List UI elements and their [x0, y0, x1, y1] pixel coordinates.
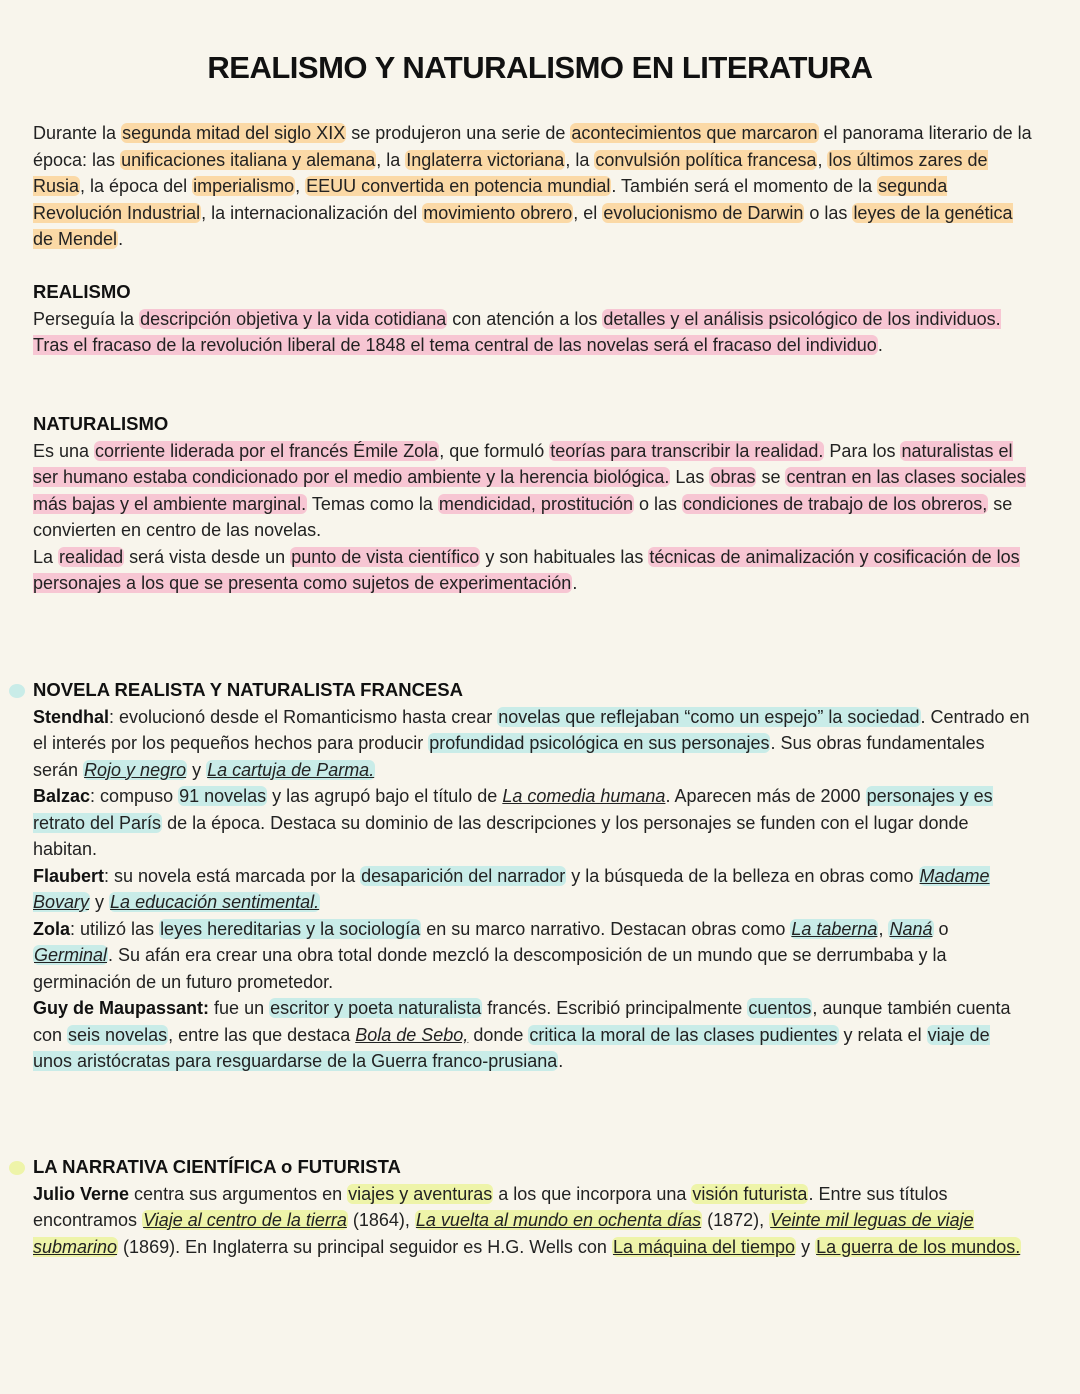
- work-title: Viaje al centro de la tierra: [143, 1210, 347, 1230]
- work-title: La taberna: [791, 918, 878, 939]
- highlight: condiciones de trabajo de los obreros,: [683, 493, 988, 514]
- work-title: La vuelta al mundo en ochenta días: [415, 1210, 702, 1230]
- highlight: segunda Revolución Industrial: [33, 176, 948, 223]
- naturalismo-section: NATURALISMO Es una corriente liderada por el francés Émile Zola, que formuló teorías para transcribir la realidad. Para los naturalistas el ser humano estaba condicionado por el medio ambiente y la herencia biológica. Las obras se centran en las clases sociales más bajas y el ambiente marginal. Temas como la mendicidad, prostitución o las condiciones de trabajo de los obreros, se convierten en centro de las novelas. La realidad será vista desde un punto de vista científico y son habituales las técnicas de animalización y cosificación de los personajes a los que se presenta como sujetos de experimentación.: [33, 411, 1033, 597]
- highlight: desaparición del narrador: [361, 865, 566, 886]
- work-title: Veinte mil leguas de viaje submarino: [33, 1210, 974, 1257]
- highlight: técnicas de animalización y cosificación de los personajes a los que se presenta como sujetos de experimentación: [33, 546, 1020, 593]
- highlight: acontecimientos que marcaron: [571, 123, 818, 143]
- page-title: REALISMO Y NATURALISMO EN LITERATURA: [207, 50, 873, 85]
- highlight: los últimos zares de Rusia: [33, 149, 988, 196]
- highlight: cuentos: [748, 998, 812, 1018]
- work-title: La máquina del tiempo: [612, 1236, 796, 1257]
- highlight: viajes y aventuras: [348, 1183, 493, 1204]
- highlight: teorías para transcribir la realidad.: [550, 440, 824, 461]
- work-title: Madame Bovary: [33, 865, 990, 912]
- work-title: Rojo y negro: [84, 759, 187, 780]
- work-title: Bola de Sebo,: [355, 1024, 469, 1045]
- work-title: Naná: [889, 918, 933, 939]
- highlight: detalles y el análisis psicológico de los individuos. Tras el fracaso de la revolución liberal de 1848 el tema central de las novelas será el fracaso del individuo: [33, 308, 1001, 355]
- section-heading-francesa: NOVELA REALISTA Y NATURALISTA FRANCESA: [33, 679, 463, 700]
- highlight: punto de vista científico: [291, 546, 480, 567]
- author-maupassant: Guy de Maupassant: fue un escritor y poeta naturalista francés. Escribió principalmente cuentos, aunque también cuenta con seis novelas, entre las que destaca Bola de Sebo, donde critica la moral de las clases pudientes y relata el viaje de unos aristócratas para resguardarse de la Guerra franco-prusiana.: [33, 998, 1011, 1071]
- author-balzac: Balzac: compuso 91 novelas y las agrupó bajo el título de La comedia humana. Aparecen más de 2000 personajes y es retrato del París de la época. Destaca su dominio de las descripciones y los personajes se funden con el lugar donde habitan.: [33, 786, 993, 859]
- bullet-dot-icon: [9, 684, 25, 698]
- highlight: corriente liderada por el francés Émile Zola: [95, 440, 439, 461]
- author-flaubert: Flaubert: su novela está marcada por la desaparición del narrador y la búsqueda de la belleza en obras como Madame Bovary y La educación sentimental.: [33, 865, 990, 912]
- highlight: convulsión política francesa: [595, 149, 817, 170]
- author-verne: Julio Verne centra sus argumentos en viajes y aventuras a los que incorpora una visión futurista. Entre sus títulos encontramos Viaje al centro de la tierra (1864), La vuelta al mundo en ochenta días (1872), Veinte mil leguas de viaje submarino (1869). En Inglaterra su principal seguidor es H.G. Wells con La máquina del tiempo y La guerra de los mundos.: [33, 1183, 1021, 1257]
- highlight: realidad: [59, 546, 124, 567]
- highlight: imperialismo: [193, 176, 295, 196]
- francesa-section: [33, 677, 1033, 1075]
- highlight: novelas que reflejaban “como un espejo” la sociedad: [498, 706, 920, 727]
- highlight: obras: [710, 467, 756, 487]
- highlight: mendicidad, prostitución: [438, 493, 633, 514]
- highlight: descripción objetiva y la vida cotidiana: [140, 308, 447, 329]
- author-zola: Zola: utilizó las leyes hereditarias y la sociología en su marco narrativo. Destacan obras como La taberna, Naná o Germinal. Su afán era crear una obra total donde mezcló la descomposición de un mundo que se derrumbaba y la germinación de un futuro prometedor.: [33, 918, 949, 992]
- highlight: escritor y poeta naturalista: [270, 998, 482, 1018]
- work-title: La guerra de los mundos.: [816, 1236, 1021, 1257]
- highlight: visión futurista: [692, 1183, 808, 1204]
- section-heading-futurista: LA NARRATIVA CIENTÍFICA o FUTURISTA: [33, 1156, 401, 1177]
- highlight: seis novelas: [68, 1024, 168, 1045]
- intro-paragraph: Durante la segunda mitad del siglo XIX se produjeron una serie de acontecimientos que marcaron el panorama literario de la época: las unificaciones italiana y alemana, la Inglaterra victoriana, la convulsión política francesa, los últimos zares de Rusia, la época del imperialismo, EEUU convertida en potencia mundial. También será el momento de la segunda Revolución Industrial, la internacionalización del movimiento obrero, el evolucionismo de Darwin o las leyes de la genética de Mendel.: [33, 123, 1032, 249]
- section-heading-naturalismo: NATURALISMO: [33, 413, 169, 434]
- highlight: movimiento obrero: [423, 202, 573, 223]
- highlight: evolucionismo de Darwin: [603, 202, 804, 223]
- author-stendhal: Stendhal: evolucionó desde el Romanticismo hasta crear novelas que reflejaban “como un espejo” la sociedad. Centrado en el interés por los pequeños hechos para producir profundidad psicológica en sus personajes. Sus obras fundamentales serán Rojo y negro y La cartuja de Parma.: [33, 706, 1030, 780]
- highlight: critica la moral de las clases pudientes: [529, 1024, 838, 1045]
- highlight: viaje de unos aristócratas para resguardarse de la Guerra franco-prusiana: [33, 1024, 990, 1071]
- highlight: leyes de la genética de Mendel: [33, 202, 1013, 249]
- futurista-section: [33, 1154, 1033, 1260]
- work-title: La comedia humana: [502, 786, 666, 806]
- work-title: La educación sentimental.: [110, 892, 320, 912]
- realismo-section: REALISMO Perseguía la descripción objetiva y la vida cotidiana con atención a los detalles y el análisis psicológico de los individuos. Tras el fracaso de la revolución liberal de 1848 el tema central de las novelas será el fracaso del individuo.: [33, 279, 1033, 359]
- highlight: naturalistas el ser humano estaba condicionado por el medio ambiente y la herencia biológica.: [33, 440, 1013, 487]
- highlight: centran en las clases sociales más bajas y el ambiente marginal.: [33, 467, 1026, 514]
- highlight: 91 novelas: [179, 786, 267, 806]
- highlight: Inglaterra victoriana: [406, 149, 565, 170]
- highlight: personajes y es retrato del París: [33, 786, 993, 833]
- work-title: Germinal: [34, 945, 108, 965]
- highlight: profundidad psicológica en sus personajes: [429, 733, 770, 753]
- section-heading-realismo: REALISMO: [33, 281, 131, 302]
- highlight: leyes hereditarias y la sociología: [160, 918, 421, 939]
- highlight: EEUU convertida en potencia mundial: [306, 176, 611, 196]
- highlight: segunda mitad del siglo XIX: [122, 123, 346, 143]
- highlight: unificaciones italiana y alemana: [121, 149, 376, 170]
- work-title: La cartuja de Parma.: [207, 759, 375, 780]
- bullet-dot-icon: [9, 1161, 25, 1175]
